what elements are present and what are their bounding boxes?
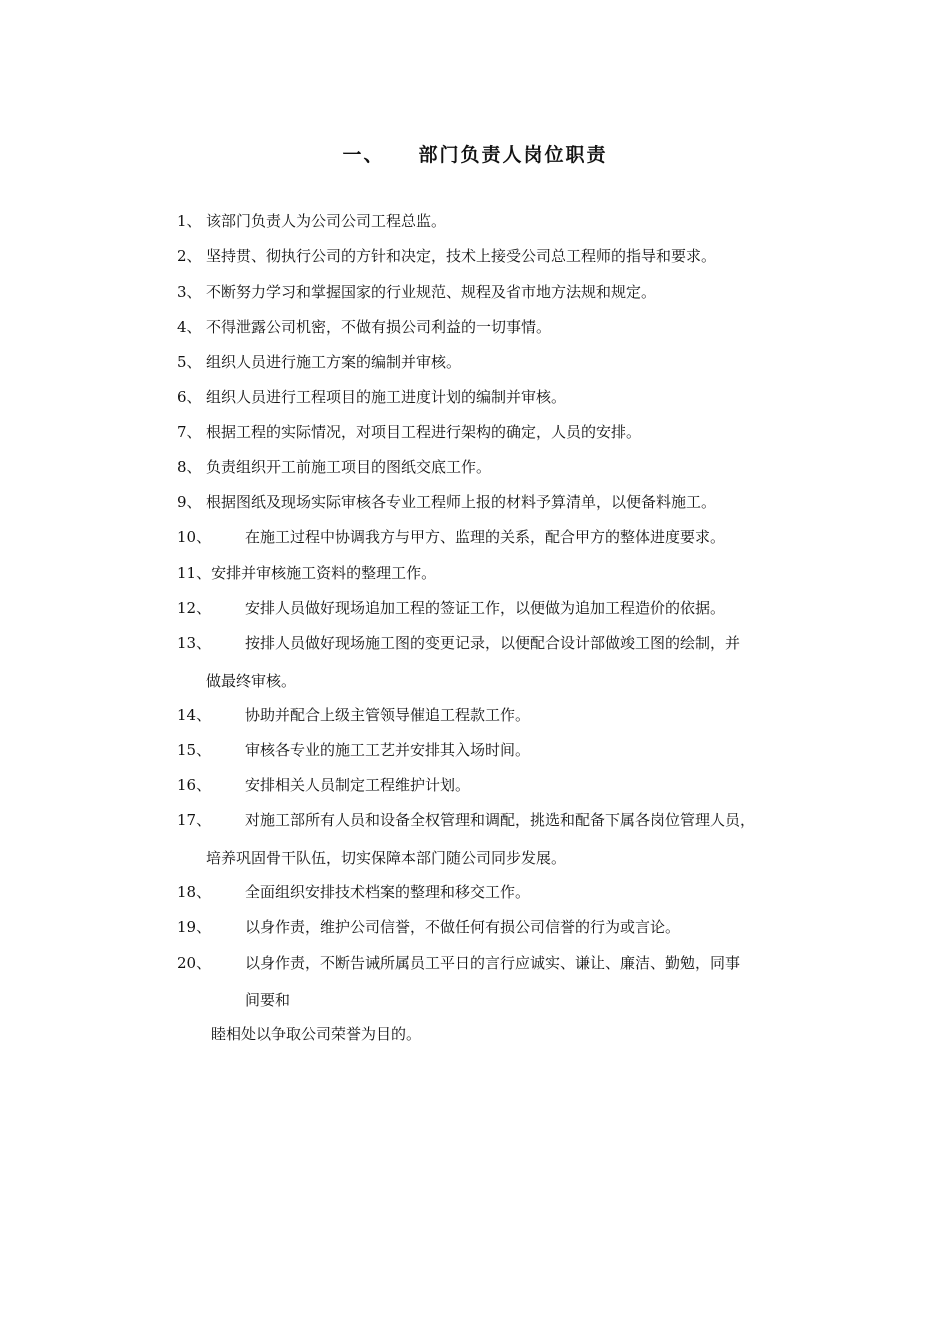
item-number: 3、	[177, 283, 202, 301]
item-text: 根据工程的实际情况，对项目工程进行架构的确定，人员的安排。	[206, 423, 642, 441]
item-number: 15、	[177, 741, 212, 759]
item-number: 20、	[177, 954, 212, 972]
list-item	[177, 282, 656, 302]
item-text: 根据图纸及现场实际审核各专业工程师上报的材料予算清单，以便备料施工。	[206, 493, 717, 511]
item-text: 坚持贯、彻执行公司的方针和决定，技术上接受公司总工程师的指导和要求。	[206, 247, 717, 265]
list-item-continuation: 睦相处以争取公司荣誉为目的。	[211, 1025, 422, 1043]
item-number: 13、	[177, 634, 212, 652]
list-item	[177, 882, 530, 902]
item-number: 7、	[177, 423, 202, 441]
list-item-continuation: 培养巩固骨干队伍，切实保障本部门随公司同步发展。	[206, 849, 567, 867]
list-item	[177, 917, 680, 937]
item-text: 以身作责，不断告诫所属员工平日的言行应诚实、谦让、廉洁、勤勉，同事	[245, 954, 741, 972]
item-text: 负责组织开工前施工项目的图纸交底工作。	[206, 458, 492, 476]
item-number: 4、	[177, 318, 202, 336]
item-text: 按排人员做好现场施工图的变更记录，以便配合设计部做竣工图的绘制，并	[245, 634, 741, 652]
item-text: 审核各专业的施工工艺并安排其入场时间。	[245, 741, 531, 759]
list-item	[177, 598, 725, 618]
list-item	[177, 492, 716, 512]
item-text: 全面组织安排技术档案的整理和移交工作。	[245, 883, 531, 901]
item-number: 18、	[177, 883, 212, 901]
list-item	[177, 457, 491, 477]
item-number: 14、	[177, 706, 212, 724]
item-number: 8、	[177, 458, 202, 476]
list-item	[177, 810, 755, 830]
item-text: 该部门负责人为公司公司工程总监。	[206, 212, 447, 230]
item-text: 协助并配合上级主管领导催追工程款工作。	[245, 706, 531, 724]
list-item	[177, 740, 530, 760]
item-text: 安排并审核施工资料的整理工作。	[211, 564, 437, 582]
list-item-continuation: 做最终审核。	[206, 672, 297, 690]
item-number: 10、	[177, 528, 212, 546]
list-item	[177, 246, 716, 266]
list-item	[177, 775, 470, 795]
item-number: 9、	[177, 493, 202, 511]
item-text: 安排人员做好现场追加工程的签证工作，以便做为追加工程造价的依据。	[245, 599, 726, 617]
item-text: 以身作责，维护公司信誉，不做任何有损公司信誉的行为或言论。	[245, 918, 681, 936]
item-number: 16、	[177, 776, 212, 794]
item-text: 不得泄露公司机密，不做有损公司利益的一切事情。	[206, 318, 552, 336]
list-item-continuation: 间要和	[245, 991, 291, 1009]
list-item	[177, 527, 725, 547]
item-number: 17、	[177, 811, 212, 829]
list-item	[177, 317, 551, 337]
item-number: 11、	[177, 564, 212, 582]
item-number: 2、	[177, 247, 202, 265]
list-item	[177, 211, 446, 231]
item-text: 在施工过程中协调我方与甲方、监理的关系，配合甲方的整体进度要求。	[245, 528, 726, 546]
list-item	[177, 563, 436, 583]
title-text: 部门负责人岗位职责	[418, 144, 608, 166]
title-number: 一、	[342, 144, 385, 166]
item-text: 对施工部所有人员和设备全权管理和调配，挑选和配备下属各岗位管理人员，	[245, 811, 756, 829]
item-text: 不断努力学习和掌握国家的行业规范、规程及省市地方法规和规定。	[206, 283, 657, 301]
list-item	[177, 953, 740, 973]
item-number: 1、	[177, 212, 202, 230]
item-number: 6、	[177, 388, 202, 406]
list-item	[177, 352, 461, 372]
item-number: 19、	[177, 918, 212, 936]
page-title	[0, 140, 950, 167]
list-item	[177, 387, 566, 407]
item-text: 组织人员进行工程项目的施工进度计划的编制并审核。	[206, 388, 567, 406]
item-text: 安排相关人员制定工程维护计划。	[245, 776, 471, 794]
list-item	[177, 705, 530, 725]
list-item	[177, 633, 740, 653]
item-number: 12、	[177, 599, 212, 617]
item-text: 组织人员进行施工方案的编制并审核。	[206, 353, 462, 371]
list-item	[177, 422, 641, 442]
item-number: 5、	[177, 353, 202, 371]
